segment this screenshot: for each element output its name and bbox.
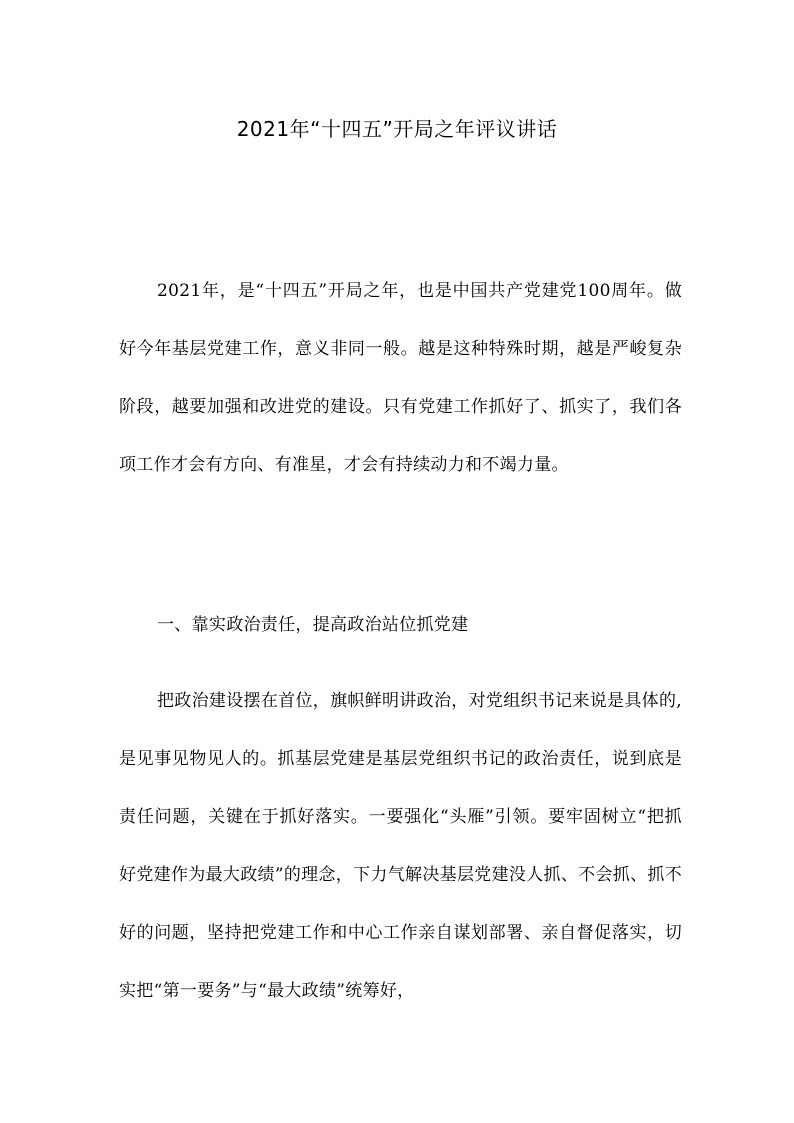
section-heading-block [119,596,682,654]
section-body [119,672,682,1020]
document-title: 2021年“十四五”开局之年评议讲话 [236,117,558,141]
intro-paragraph: 2021年，是“十四五”开局之年，也是中国共产党建党100周年。做好今年基层党建工作，意义非同一般。越是这种特殊时期，越是严峻复杂阶段，越要加强和改进党的建设。只有党建工作抓好了、抓实了，我们各项工作才会有方向、有准星，才会有持续动力和不竭力量。 [119,281,682,475]
intro-section [119,262,682,494]
section-paragraph: 把政治建设摆在首位，旗帜鲜明讲政治，对党组织书记来说是具体的,是见事见物见人的。抓基层党建是基层党组织书记的政治责任，说到底是责任问题，关键在于抓好落实。一要强化“头雁”引领。要牢固树立“把抓好党建作为最大政绩”的理念，下力气解决基层党建没人抓、不会抓、抓不好的问题，坚持把党建工作和中心工作亲自谋划部署、亲自督促落实，切实把“第一要务”与“最大政绩”统筹好， [119,691,682,1001]
section-heading: 一、靠实政治责任，提高政治站位抓党建 [157,615,469,635]
